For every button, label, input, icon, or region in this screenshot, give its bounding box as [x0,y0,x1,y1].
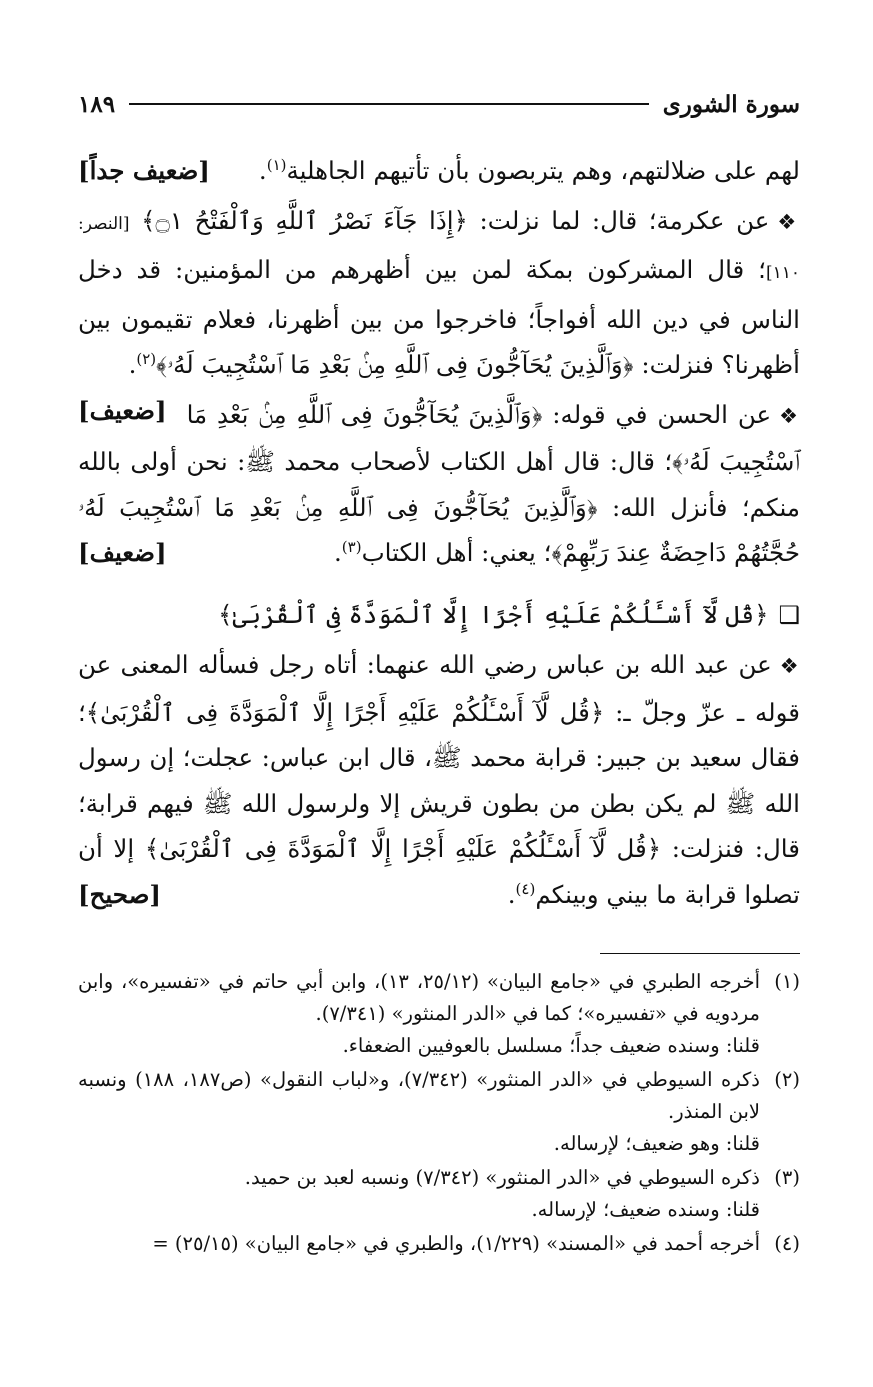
verse-heading [78,592,800,639]
square-bullet-icon: ❑ [778,600,800,629]
main-text [78,148,800,917]
quran-verse: ﴿وَٱلَّذِينَ يُحَآجُّونَ فِى ٱللَّهِ مِنۢ بَعْدِ مَا ٱسْتُجِيبَ لَهُۥ﴾ [186,399,800,476]
footnote-line: ذكره السيوطي في «الدر المنثور» (٧/٣٤٢) ونسبه لعبد بن حميد. [244,1166,760,1189]
footnote-line: قلنا: وسنده ضعيف جداً؛ مسلسل بالعوفيين الضعفاء. [342,1034,760,1057]
footnotes [78,966,800,1262]
quran-verse: ﴿وَٱلَّذِينَ يُحَآجُّونَ فِى ٱللَّهِ مِنۢ بَعْدِ مَا ٱسْتُجِيبَ لَهُۥ﴾ [156,350,634,379]
verse-citation: [النصر: ١١٠] [78,213,800,283]
paragraph-text: إلا أن تصلوا قرابة ما بيني وبينكم [78,834,800,909]
grade-label: [ضعيف] [78,395,167,425]
footnote-line: أخرجه الطبري في «جامع البيان» (٢٥/١٢، ١٣)، وابن أبي حاتم في «تفسيره»، وابن مردويه في «تفسيره»؛ كما في «الدر المنثور» (٧/٣٤١). [78,970,760,1025]
diamond-bullet-icon: ❖ [779,403,800,428]
page-number: ١٨٩ [78,90,116,118]
footnote-number: (١) [774,970,800,993]
footnote-number: (٢) [774,1068,800,1091]
footnote-ref[interactable]: (٢) [136,349,157,368]
paragraph-1: لهم على ضلالتهم، وهم يتربصون بأن تأتيهم الجاهلية$^{(١)}$. [ضعيف جداً] [78,148,800,194]
page-header [78,84,800,124]
paragraph-text: ؛ قال المشركون بمكة لمن بين أظهرهم من المؤمنين: قد دخل الناس في دين الله أفواجاً؛ فاخرجوا من بين أظهرنا، فعلام تقيمون بين أظهرنا؟ فنزلت: [78,255,800,379]
quran-verse: ﴿قُل لَّآ أَسْـَٔلُكُمْ عَلَيْهِ أَجْرًا إِلَّا ٱلْمَوَدَّةَ فِى ٱلْقُرْبَىٰ﴾ [218,599,769,629]
paragraph-text: ؛ يعني: أهل الكتاب [361,538,552,567]
footnote-4 [78,1228,800,1260]
footnote-line: قلنا: وهو ضعيف؛ لإرساله. [553,1132,760,1155]
quran-verse: ﴿قُل لَّآ أَسْـَٔلُكُمْ عَلَيْهِ أَجْرًا إِلَّا ٱلْمَوَدَّةَ فِى ٱلْقُرْبَىٰ﴾ [144,834,662,863]
paragraph-text: عن الحسن في قوله: [542,399,772,429]
paragraph-3: ❖عن الحسن في قوله: ﴿وَٱلَّذِينَ يُحَآجُّونَ فِى ٱللَّهِ مِنۢ بَعْدِ مَا ٱسْتُجِيبَ لَهُۥ﴾؛ قال: قال أهل الكتاب لأصحاب محمد ﷺ: نحن أولى بالله منكم؛ فأنزل الله: ﴿وَٱلَّذِينَ يُحَآجُّونَ فِى ٱللَّهِ مِنۢ بَعْدِ مَا ٱسْتُجِيبَ لَهُۥ حُجَّتُهُمْ دَاحِضَةٌ عِندَ رَبِّهِمْ﴾؛ يعني: أهل الكتاب$^{(٣)}$. [ضعيف] [78,392,800,576]
paragraph-text: ؛ فقال سعيد بن جبير: قرابة محمد ﷺ، قال ابن عباس: عجلت؛ إن رسول الله ﷺ لم يكن بطن من بطون قريش إلا ولرسول الله ﷺ فيهم قرابة؛ قال: فنزلت: [78,697,800,863]
paragraph-4: ❖عن عبد الله بن عباس رضي الله عنهما: أتاه رجل فسأله المعنى عن قوله ـ عزّ وجلّ ـ: ﴿قُل لَّآ أَسْـَٔلُكُمْ عَلَيْهِ أَجْرًا إِلَّا ٱلْمَوَدَّةَ فِى ٱلْقُرْبَىٰ﴾؛ فقال سعيد بن جبير: قرابة محمد ﷺ، قال ابن عباس: عجلت؛ إن رسول الله ﷺ لم يكن بطن من بطون قريش إلا ولرسول الله ﷺ فيهم قرابة؛ قال: فنزلت: ﴿قُل لَّآ أَسْـَٔلُكُمْ عَلَيْهِ أَجْرًا إِلَّا ٱلْمَوَدَّةَ فِى ٱلْقُرْبَىٰ﴾ إلا أن تصلوا قرابة ما بيني وبينكم$^{(٤)}$. [صحيح] [78,642,800,917]
footnote-line: أخرجه أحمد في «المسند» (١/٢٢٩)، والطبري في «جامع البيان» (٢٥/١٥) = [152,1232,760,1255]
paragraph-2: ❖عن عكرمة؛ قال: لما نزلت: ﴿إِذَا جَآءَ نَصْرُ ٱللَّهِ وَٱلْفَتْحُ ۝١﴾ [النصر: ١١٠]؛ قال المشركون بمكة لمن بين أظهرهم من المؤمنين: قد دخل الناس في دين الله أفواجاً؛ فاخرجوا من بين أظهرنا، فعلام تقيمون بين أظهرنا؟ فنزلت: ﴿وَٱلَّذِينَ يُحَآجُّونَ فِى ٱللَّهِ مِنۢ بَعْدِ مَا ٱسْتُجِيبَ لَهُۥ﴾$^{(٢)}$. [ضعيف] [78,198,800,388]
diamond-bullet-icon: ❖ [777,209,800,234]
footnote-line: ذكره السيوطي في «الدر المنثور» (٧/٣٤٢)، و«لباب النقول» (ص١٨٧، ١٨٨) ونسبه لابن المنذر. [78,1068,760,1123]
paragraph-text: عن عكرمة؛ قال: لما نزلت: [467,205,770,235]
footnote-number: (٣) [774,1166,800,1189]
footnote-2 [78,1064,800,1160]
paragraph-text: عن عبد الله بن عباس رضي الله عنهما: أتاه رجل فسأله المعنى عن قوله ـ عزّ وجلّ ـ: [78,650,800,727]
paragraph-text: ؛ قال: قال أهل الكتاب لأصحاب محمد ﷺ: نحن أولى بالله منكم؛ فأنزل الله: [78,447,800,522]
footnote-1 [78,966,800,1062]
grade-label: [ضعيف] [78,538,167,567]
surah-title: سورة الشورى [662,90,800,118]
footnote-ref[interactable]: (٣) [341,537,362,556]
footnote-separator [600,953,800,954]
paragraph-text: لهم على ضلالتهم، وهم يتربصون بأن تأتيهم الجاهلية [286,156,800,185]
footnote-number: (٤) [774,1232,800,1255]
grade-label: [صحيح] [78,879,162,909]
footnote-line: قلنا: وسنده ضعيف؛ لإرساله. [531,1198,760,1221]
footnote-ref[interactable]: (٤) [515,879,536,898]
quran-verse: ﴿قُل لَّآ أَسْـَٔلُكُمْ عَلَيْهِ أَجْرًا إِلَّا ٱلْمَوَدَّةَ فِى ٱلْقُرْبَىٰ﴾ [85,697,605,727]
book-page [78,0,800,1387]
header-rule [129,103,649,105]
quran-verse: ﴿وَٱلَّذِينَ يُحَآجُّونَ فِى ٱللَّهِ مِنۢ بَعْدِ مَا ٱسْتُجِيبَ لَهُۥ حُجَّتُهُمْ دَاحِضَةٌ عِندَ رَبِّهِمْ﴾ [78,492,800,567]
quran-verse: ﴿إِذَا جَآءَ نَصْرُ ٱللَّهِ وَٱلْفَتْحُ ۝١﴾ [141,205,468,235]
diamond-bullet-icon: ❖ [779,654,801,678]
footnote-3 [78,1162,800,1226]
grade-label: [ضعيف جداً] [78,156,210,185]
footnote-ref[interactable]: (١) [266,155,287,174]
